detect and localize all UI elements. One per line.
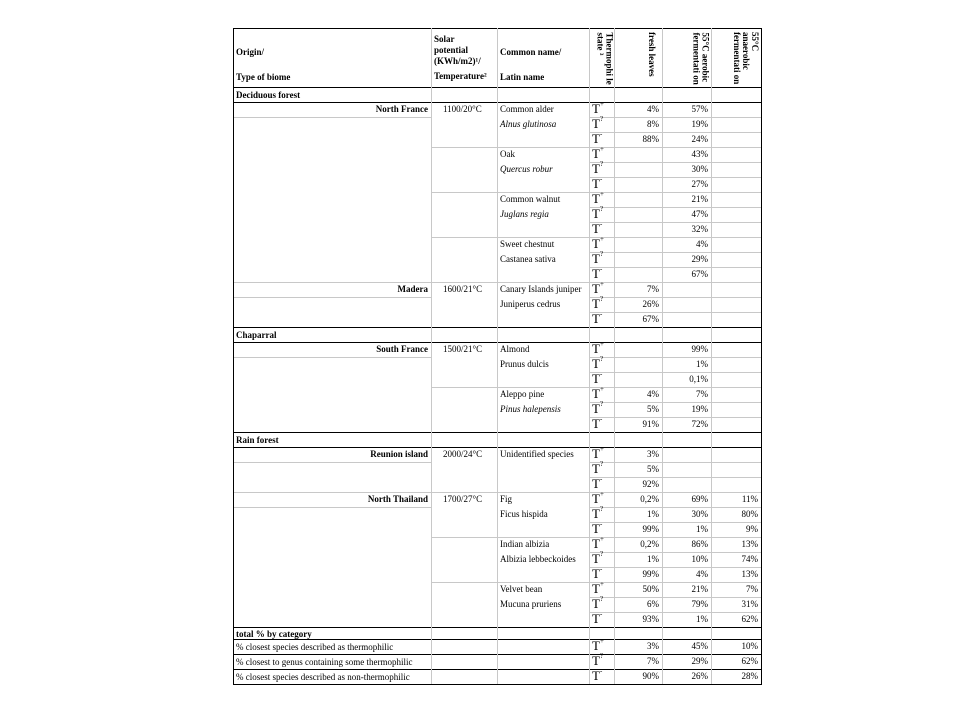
thermophile-state-symbol [592,402,603,416]
state-letter: T [592,611,600,626]
state-letter: T [592,581,600,596]
fresh-leaves-value: 99% [642,569,659,579]
state-superscript: + [599,145,604,153]
thermophile-state-symbol [592,582,604,596]
state-letter: T [592,281,600,296]
common-name: Canary Islands juniper [500,284,582,294]
fresh-leaves-value: 90% [642,671,659,681]
state-superscript: + [599,637,604,645]
state-letter: T [592,446,600,461]
thermophile-state-symbol [592,342,604,356]
fresh-leaves-value: 5% [647,464,659,474]
state-superscript: - [599,520,603,528]
fresh-leaves-value: 50% [642,584,659,594]
state-superscript: ? [599,400,604,408]
aerobic-value: 86% [691,539,708,549]
thermophile-state-symbol [592,207,603,221]
thermophile-state-symbol [592,417,602,431]
fresh-leaves-value: 92% [642,479,659,489]
aerobic-value: 1% [696,524,708,534]
column-rule [711,28,712,684]
state-letter: T [592,161,600,176]
species-rule [497,192,589,193]
state-superscript: + [599,490,604,498]
header-solar: (KWh/m2)¹/ [434,56,481,66]
thermophile-state-symbol [592,132,602,146]
anaerobic-value: 74% [741,554,758,564]
state-superscript: ? [599,250,604,258]
totals-rule [233,684,761,685]
aerobic-value: 29% [691,656,708,666]
aerobic-value: 99% [691,344,708,354]
origin-name: North Thailand [367,494,428,504]
state-letter: T [592,116,600,131]
latin-name: Castanea sativa [500,254,556,264]
species-rule [431,387,497,388]
fresh-leaves-value: 8% [647,119,659,129]
fresh-leaves-value: 3% [647,449,659,459]
thermophile-state-symbol [592,387,604,401]
anaerobic-value: 11% [741,494,758,504]
totals-row-label: % closest to genus containing some thermophilic [236,657,413,667]
biome-title: Chaparral [236,330,277,340]
species-rule [497,387,589,388]
aerobic-value: 10% [691,554,708,564]
thermophile-state-symbol [592,612,602,626]
header-solar: Solar [434,34,455,44]
anaerobic-value: 9% [746,524,758,534]
aerobic-value: 47% [691,209,708,219]
state-letter: T [592,491,600,506]
solar-temperature: 1700/27°C [443,494,483,504]
aerobic-value: 30% [691,509,708,519]
state-letter: T [592,131,600,146]
thermophile-state-symbol [592,567,602,581]
state-superscript: - [599,565,603,573]
state-letter: T [592,461,600,476]
state-letter: T [592,266,600,281]
common-name: Oak [500,149,515,159]
state-superscript: ? [599,505,604,513]
state-letter: T [592,251,600,266]
state-superscript: ? [599,355,604,363]
aerobic-value: 72% [691,419,708,429]
aerobic-value: 4% [696,569,708,579]
origin-rule [233,357,431,358]
state-letter: T [592,566,600,581]
common-name: Common alder [500,104,554,114]
thermophile-state-symbol [592,267,602,281]
origin-rule [233,117,431,118]
anaerobic-value: 7% [746,584,758,594]
state-superscript: + [599,340,604,348]
thermophile-state-symbol [592,492,604,506]
aerobic-value: 7% [696,389,708,399]
species-rule [497,537,589,538]
fresh-leaves-value: 1% [647,554,659,564]
state-superscript: - [599,265,603,273]
thermophile-state-symbol [592,222,602,236]
thermophile-state-symbol [592,447,604,461]
state-superscript: + [599,100,604,108]
state-superscript: ? [599,652,604,660]
column-rule [614,28,615,684]
fresh-leaves-value: 26% [642,299,659,309]
origin-name: Reunion island [370,449,428,459]
state-superscript: + [599,580,604,588]
fresh-leaves-value: 93% [642,614,659,624]
common-name: Fig [500,494,513,504]
thermophile-state-symbol [592,162,603,176]
aerobic-value: 45% [691,641,708,651]
solar-temperature: 2000/24°C [443,449,483,459]
thermophile-state-symbol [592,507,603,521]
thermophile-state-symbol [592,177,602,191]
state-superscript: - [599,370,603,378]
state-letter: T [592,476,600,491]
thermophile-state-symbol [592,312,602,326]
aerobic-value: 57% [691,104,708,114]
state-superscript: ? [599,460,604,468]
state-superscript: + [599,235,604,243]
species-rule [497,237,589,238]
thermophile-state-symbol [592,282,604,296]
state-letter: T [592,401,600,416]
totals-row-label: % closest species described as non-thermophilic [236,672,410,682]
column-rule [497,28,498,684]
state-letter: T [592,221,600,236]
header-aerobic-fermentation: 55°C aerobic fermentati on [691,32,710,85]
state-superscript: ? [599,550,604,558]
state-letter: T [592,638,600,653]
origin-name: Madera [397,284,428,294]
latin-name: Mucuna pruriens [500,599,562,609]
aerobic-value: 43% [691,149,708,159]
species-rule [431,192,497,193]
common-name: Velvet bean [500,584,543,594]
header-biome-type: Type of biome [236,72,291,82]
state-letter: T [592,386,600,401]
thermophile-state-symbol [592,522,602,536]
state-superscript: - [599,667,603,675]
state-letter: T [592,521,600,536]
thermophile-state-symbol [592,147,604,161]
totals-title: total % by category [236,629,312,639]
biome-title: Deciduous forest [236,90,301,100]
header-solar: potential [434,45,469,55]
state-superscript: + [599,385,604,393]
latin-name: Quercus robur [500,164,553,174]
header-anaerobic-fermentation: 55°C anaerobic fermentati on [732,32,760,85]
aerobic-value: 1% [696,359,708,369]
state-superscript: + [599,445,604,453]
state-letter: T [592,653,600,668]
state-letter: T [592,311,600,326]
latin-name: Pinus halepensis [500,404,561,414]
header-latin-name: Latin name [500,72,545,82]
state-letter: T [592,146,600,161]
thermophile-state-symbol [592,117,603,131]
aerobic-value: 24% [691,134,708,144]
header-common-name: Common name/ [500,47,562,57]
aerobic-value: 67% [691,269,708,279]
thermophile-state-symbol [592,102,604,116]
state-superscript: - [599,475,603,483]
fresh-leaves-value: 4% [647,104,659,114]
state-letter: T [592,596,600,611]
common-name: Indian albizia [500,539,550,549]
anaerobic-value: 13% [741,539,758,549]
solar-temperature: 1600/21°C [443,284,483,294]
solar-temperature: 1500/21°C [443,344,483,354]
latin-name: Alnus glutinosa [500,119,557,129]
fresh-leaves-value: 0,2% [640,494,659,504]
state-superscript: + [599,190,604,198]
state-letter: T [592,371,600,386]
fresh-leaves-value: 99% [642,524,659,534]
thermophile-state-symbol [592,477,602,491]
column-rule [431,28,432,684]
common-name: Almond [500,344,530,354]
aerobic-value: 4% [696,239,708,249]
header-temperature: Temperature² [434,71,487,81]
state-superscript: ? [599,595,604,603]
aerobic-value: 0,1% [689,374,708,384]
species-rule [431,537,497,538]
solar-temperature: 1100/20°C [443,104,482,114]
state-letter: T [592,536,600,551]
thermophile-state-symbol [592,654,603,668]
column-rule [589,28,590,684]
aerobic-value: 32% [691,224,708,234]
fresh-leaves-value: 4% [647,389,659,399]
origin-rule [233,507,431,508]
thermophile-state-symbol [592,669,602,683]
state-letter: T [592,236,600,251]
state-superscript: ? [599,205,604,213]
fresh-leaves-value: 3% [647,641,659,651]
latin-name: Ficus hispida [500,509,548,519]
fresh-leaves-value: 5% [647,404,659,414]
fresh-leaves-value: 7% [647,284,659,294]
state-letter: T [592,101,600,116]
thermophile-state-symbol [592,372,602,386]
aerobic-value: 26% [691,671,708,681]
anaerobic-value: 10% [741,641,758,651]
origin-rule [233,297,431,298]
thermophile-state-symbol [592,192,604,206]
table-left-border [233,28,234,685]
aerobic-value: 79% [691,599,708,609]
latin-name: Juglans regia [500,209,549,219]
anaerobic-value: 80% [741,509,758,519]
common-name: Sweet chestnut [500,239,555,249]
species-rule [431,237,497,238]
species-rule [497,147,589,148]
anaerobic-value: 62% [741,614,758,624]
anaerobic-value: 13% [741,569,758,579]
origin-rule [233,462,431,463]
anaerobic-value: 28% [741,671,758,681]
state-superscript: - [599,175,603,183]
species-rule [431,582,497,583]
aerobic-value: 19% [691,404,708,414]
origin-name: South France [376,344,428,354]
state-superscript: + [599,535,604,543]
common-name: Unidentified species [500,449,574,459]
fresh-leaves-value: 91% [642,419,659,429]
aerobic-value: 19% [691,119,708,129]
thermophile-state-symbol [592,297,603,311]
latin-name: Juniperus cedrus [500,299,561,309]
table-right-border [761,28,762,685]
aerobic-value: 21% [691,584,708,594]
thermophile-state-symbol [592,357,603,371]
common-name: Aleppo pine [500,389,545,399]
state-letter: T [592,206,600,221]
species-rule [431,147,497,148]
state-superscript: - [599,130,603,138]
state-superscript: - [599,310,603,318]
fresh-leaves-value: 88% [642,134,659,144]
thermophile-state-symbol [592,252,603,266]
state-superscript: ? [599,295,604,303]
header-thermophile-state: Thermophi le state ³ [595,32,614,85]
thermophile-state-symbol [592,537,604,551]
state-superscript: - [599,415,603,423]
state-superscript: - [599,220,603,228]
aerobic-value: 30% [691,164,708,174]
state-letter: T [592,341,600,356]
latin-name: Prunus dulcis [500,359,549,369]
state-letter: T [592,191,600,206]
state-superscript: - [599,610,603,618]
header-origin: Origin/ [236,47,265,57]
header-fresh-leaves: fresh leaves [647,32,657,77]
biome-title: Rain forest [236,435,279,445]
fresh-leaves-value: 0,2% [640,539,659,549]
state-letter: T [592,176,600,191]
aerobic-value: 27% [691,179,708,189]
fresh-leaves-value: 7% [647,656,659,666]
state-letter: T [592,296,600,311]
latin-name: Albizia lebbeckoides [500,554,576,564]
thermophile-state-symbol [592,597,603,611]
state-letter: T [592,416,600,431]
column-rule [662,28,663,684]
aerobic-value: 21% [691,194,708,204]
state-superscript: ? [599,115,604,123]
fresh-leaves-value: 1% [647,509,659,519]
state-letter: T [592,506,600,521]
state-letter: T [592,551,600,566]
thermophile-state-symbol [592,552,603,566]
state-letter: T [592,356,600,371]
fresh-leaves-value: 6% [647,599,659,609]
totals-row-label: % closest species described as thermophilic [236,642,394,652]
anaerobic-value: 31% [741,599,758,609]
species-rule [497,582,589,583]
state-superscript: ? [599,160,604,168]
state-letter: T [592,668,600,683]
thermophile-state-symbol [592,462,603,476]
aerobic-value: 29% [691,254,708,264]
origin-name: North France [375,104,428,114]
thermophile-state-symbol [592,639,604,653]
aerobic-value: 69% [691,494,708,504]
fresh-leaves-value: 67% [642,314,659,324]
aerobic-value: 1% [696,614,708,624]
anaerobic-value: 62% [741,656,758,666]
common-name: Common walnut [500,194,561,204]
state-superscript: + [599,280,604,288]
thermophile-state-symbol [592,237,604,251]
